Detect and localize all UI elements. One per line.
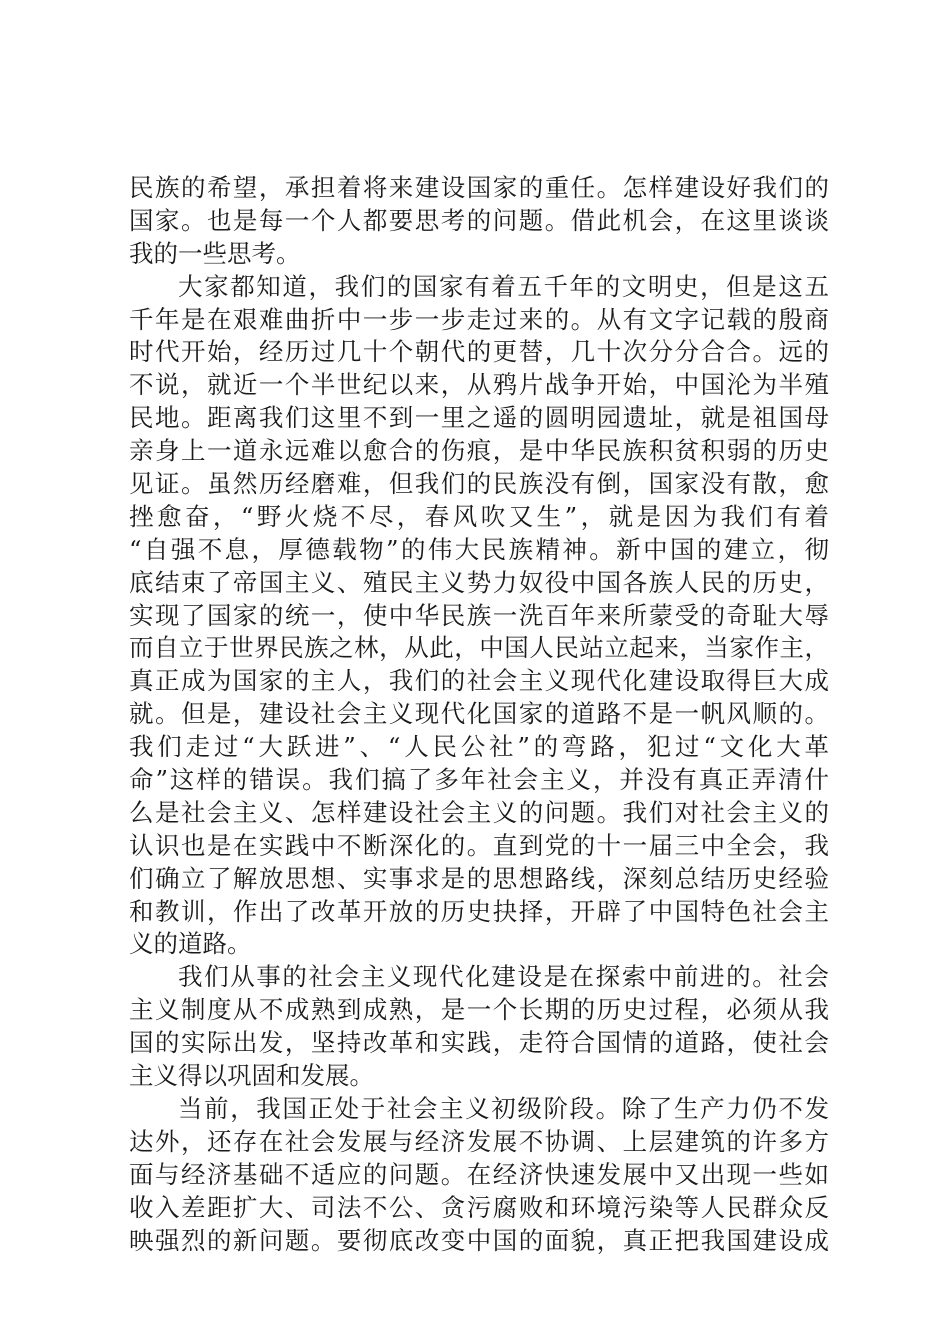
text-line: 达外，还存在社会发展与经济发展不协调、上层建筑的许多方 xyxy=(129,1126,829,1156)
text-line: 就。但是，建设社会主义现代化国家的道路不是一帆风顺的。 xyxy=(129,699,829,729)
text-line: 底结束了帝国主义、殖民主义势力奴役中国各族人民的历史， xyxy=(129,567,829,597)
text-line: 映强烈的新问题。要彻底改变中国的面貌，真正把我国建设成 xyxy=(129,1225,829,1255)
text-line: 们确立了解放思想、实事求是的思想路线，深刻总结历史经验 xyxy=(129,863,829,893)
text-line: 我们从事的社会主义现代化建设是在探索中前进的。社会 xyxy=(178,962,829,992)
text-line: 国家。也是每一个人都要思考的问题。借此机会，在这里谈谈 xyxy=(129,205,829,235)
document-body-text xyxy=(129,172,829,1257)
text-line: 义的道路。 xyxy=(129,929,252,959)
text-line: 么是社会主义、怎样建设社会主义的问题。我们对社会主义的 xyxy=(129,797,829,827)
text-line: 见证。虽然历经磨难，但我们的民族没有倒，国家没有散，愈 xyxy=(129,469,829,499)
text-line: 民族的希望，承担着将来建设国家的重任。怎样建设好我们的 xyxy=(129,173,829,202)
text-line: 命”这样的错误。我们搞了多年社会主义，并没有真正弄清什 xyxy=(129,765,829,795)
text-line: 收入差距扩大、司法不公、贪污腐败和环境污染等人民群众反 xyxy=(129,1192,829,1222)
text-line: 主义制度从不成熟到成熟，是一个长期的历史过程，必须从我 xyxy=(129,995,829,1025)
text-line: “自强不息，厚德载物”的伟大民族精神。新中国的建立，彻 xyxy=(129,534,829,564)
text-line: 真正成为国家的主人，我们的社会主义现代化建设取得巨大成 xyxy=(129,666,829,696)
text-line: 民地。距离我们这里不到一里之遥的圆明园遗址，就是祖国母 xyxy=(129,403,829,433)
text-line: 认识也是在实践中不断深化的。直到党的十一届三中全会，我 xyxy=(129,830,829,860)
text-line: 时代开始，经历过几十个朝代的更替，几十次分分合合。远的 xyxy=(129,337,829,367)
text-line: 我们走过“大跃进”、“人民公社”的弯路，犯过“文化大革 xyxy=(129,732,829,762)
text-line: 不说，就近一个半世纪以来，从鸦片战争开始，中国沦为半殖 xyxy=(129,370,829,400)
text-line: 挫愈奋，“野火烧不尽，春风吹又生”，就是因为我们有着 xyxy=(129,501,829,531)
text-line: 亲身上一道永远难以愈合的伤痕，是中华民族积贫积弱的历史 xyxy=(129,436,829,466)
text-line: 大家都知道，我们的国家有着五千年的文明史，但是这五 xyxy=(178,271,829,301)
text-line: 面与经济基础不适应的问题。在经济快速发展中又出现一些如 xyxy=(129,1159,829,1189)
text-line: 当前，我国正处于社会主义初级阶段。除了生产力仍不发 xyxy=(178,1093,829,1123)
text-line: 我的一些思考。 xyxy=(129,238,301,268)
text-line: 和教训，作出了改革开放的历史抉择，开辟了中国特色社会主 xyxy=(129,896,829,926)
text-line: 国的实际出发，坚持改革和实践，走符合国情的道路，使社会 xyxy=(129,1028,829,1058)
text-line: 千年是在艰难曲折中一步一步走过来的。从有文字记载的殷商 xyxy=(129,304,829,334)
text-line: 而自立于世界民族之林，从此，中国人民站立起来，当家作主， xyxy=(129,633,829,663)
text-line: 实现了国家的统一，使中华民族一洗百年来所蒙受的奇耻大辱 xyxy=(129,600,829,630)
text-line: 主义得以巩固和发展。 xyxy=(129,1061,374,1091)
